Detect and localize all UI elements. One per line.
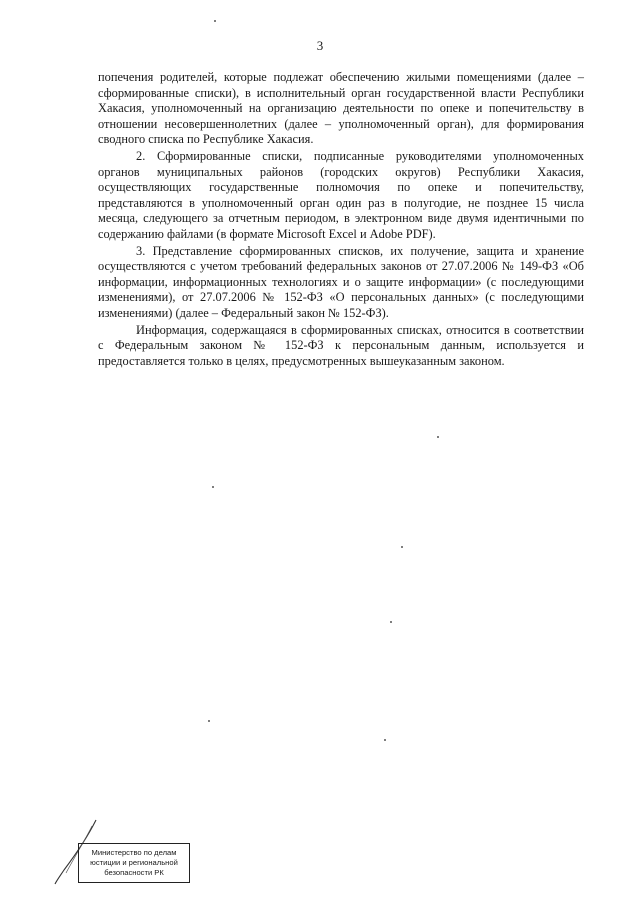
page-number: 3 [316,38,324,53]
scan-speck [384,739,386,741]
scan-speck [214,20,216,22]
registration-stamp [78,843,190,883]
paragraph-2: 2. Сформированные списки, подписанные руководителями уполномоченных органов муниципальных районов (городских округов) Республики Хакасия, осуществляющих государственные полномочия по опеке и попечительству, представляются в уполномоченный орган один раз в полугодие, не позднее 15 числа месяца, следующего за отчетным периодом, в электронном виде двумя идентичными по содержанию файлами (в формате Microsoft Excel и Adobe PDF). [98,148,584,241]
document-body [98,70,584,369]
stamp-line: юстиции и региональной [90,858,178,867]
scan-speck [390,621,392,623]
paragraph-4: Информация, содержащаяся в сформированных списках, относится в соответствии с Федеральным законом № 152-ФЗ к персональным данным, используется и предоставляется только в целях, предусмотренных вышеуказанным законом. [98,322,584,368]
paragraph-1: попечения родителей, которые подлежат обеспечению жилыми помещениями (далее – сформированные списки), в исполнительный орган государственной власти Республики Хакасия, уполномоченный на организацию деятельности по опеке и попечительству в отношении несовершеннолетних (далее – уполномоченный орган), для формирования сводного списка по Республике Хакасия. [98,70,584,147]
scan-speck [437,436,439,438]
scan-speck [208,720,210,722]
scan-speck [401,546,403,548]
scan-speck [212,486,214,488]
paragraph-3: 3. Представление сформированных списков, их получение, защита и хранение осуществляются с учетом требований федеральных законов от 27.07.2006 № 149-ФЗ «Об информации, информационных технологиях и о защите информации» (с последующими изменениями), от 27.07.2006 № 152-ФЗ «О персональных данных» (с последующими изменениями) (далее – Федеральный закон № 152-ФЗ). [98,243,584,320]
stamp-line: Министерство по делам [91,848,177,857]
stamp-line: безопасности РК [104,868,164,877]
